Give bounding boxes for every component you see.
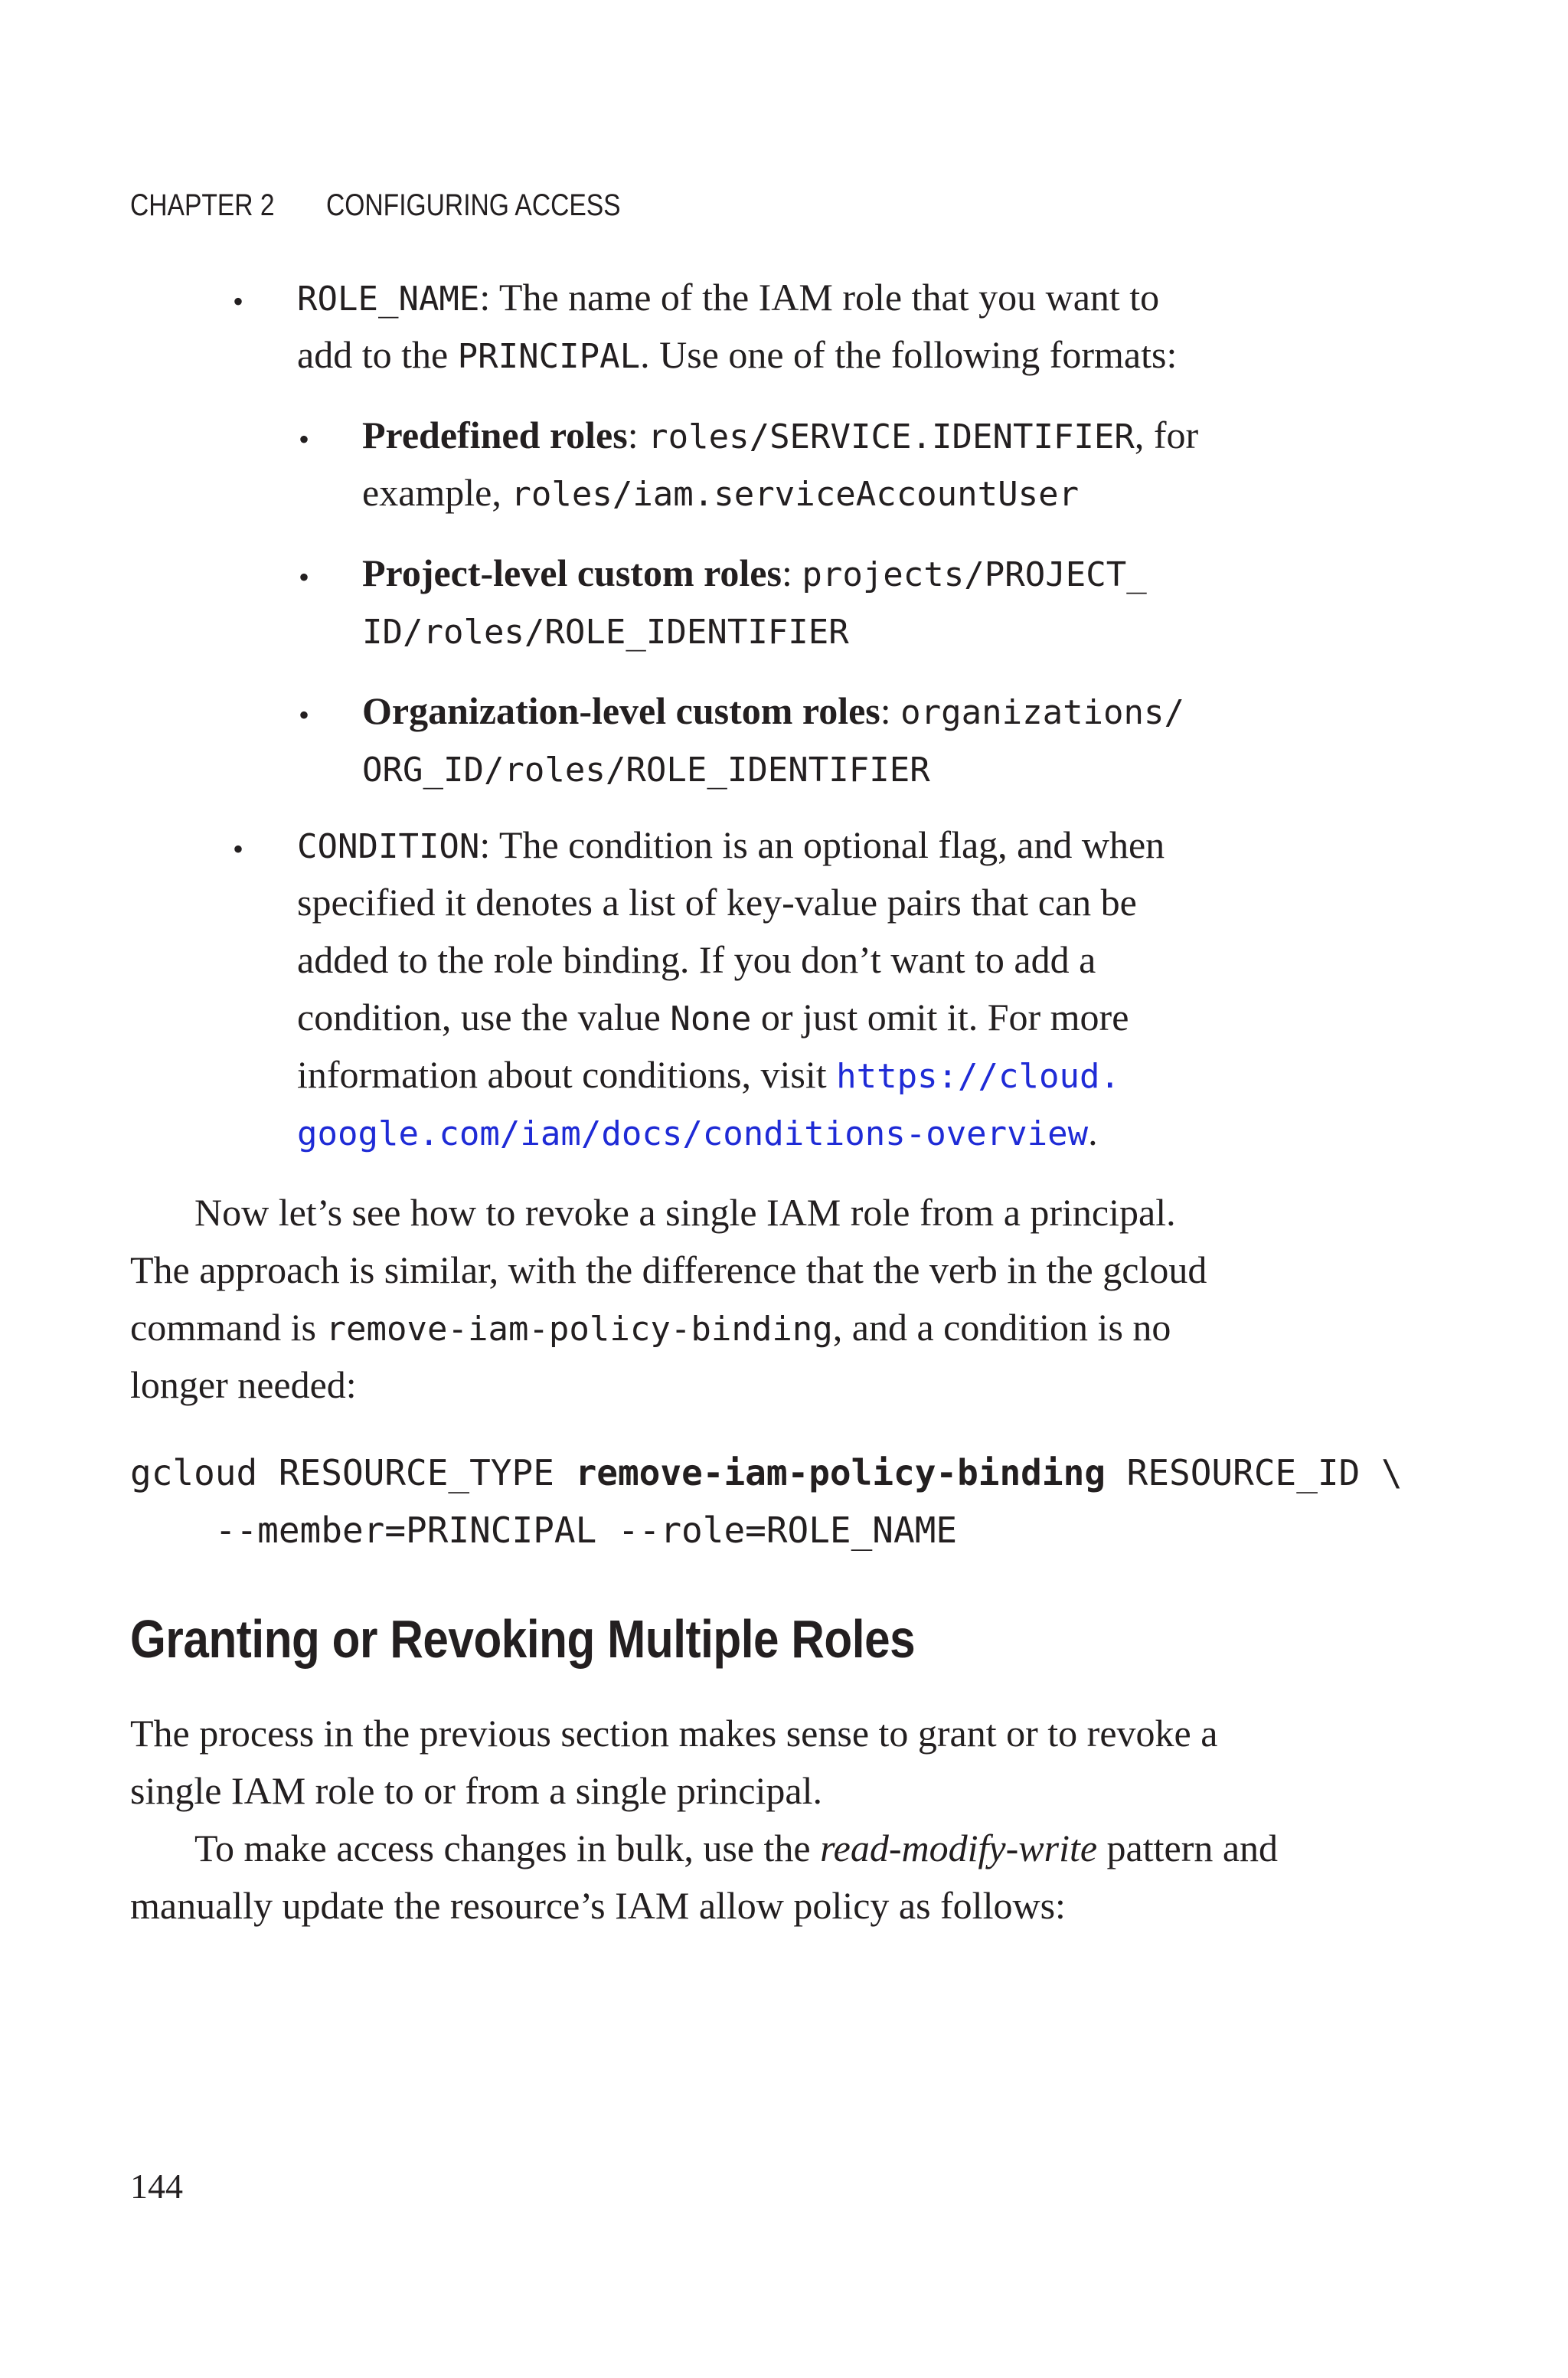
code-line-1: gcloud RESOURCE_TYPE remove-iam-policy-binding RESOURCE_ID \ (130, 1452, 1403, 1493)
predefined-line-2: example, roles/iam.serviceAccountUser (362, 471, 1080, 514)
para2-line-2: single IAM role to or from a single principal. (130, 1769, 822, 1812)
condition-line-3: added to the role binding. If you don’t want to add a (297, 938, 1096, 981)
organization-line-2 (362, 740, 930, 799)
condition-line-2: specified it denotes a list of key-value pairs that can be (297, 881, 1137, 924)
para2-line-1: The process in the previous section makes sense to grant or to revoke a (130, 1712, 1218, 1755)
code-line-2: --member=PRINCIPAL --role=ROLE_NAME (130, 1510, 958, 1551)
para1-line-1: Now let’s see how to revoke a single IAM role from a principal. (194, 1191, 1176, 1234)
project-line-1: Project-level custom roles: projects/PROJECT_ (362, 551, 1147, 594)
condition-line-1: CONDITION: The condition is an optional flag, and when (297, 823, 1165, 866)
section-heading: Granting or Revoking Multiple Roles (130, 1609, 916, 1669)
remove-binding-code: remove-iam-policy-binding (325, 1310, 833, 1349)
condition-line-4: condition, use the value None or just omit it. For more (297, 996, 1129, 1039)
para3-line-1: To make access changes in bulk, use the read-modify-write pattern and (194, 1827, 1279, 1869)
predefined-code: roles/SERVICE.IDENTIFIER (648, 417, 1135, 456)
sub-bullet-dot: • (299, 698, 310, 732)
sub-bullet-dot: • (299, 560, 310, 594)
conditions-link[interactable]: https://cloud. (836, 1057, 1120, 1096)
role-name-line-1: ROLE_NAME: The name of the IAM role that you want to (297, 276, 1160, 319)
principal-code: PRINCIPAL (457, 337, 641, 376)
role-name-line-2: add to the PRINCIPAL. Use one of the following formats: (297, 333, 1178, 376)
para1-line-2: The approach is similar, with the difference that the verb in the gcloud (130, 1248, 1207, 1291)
code-verb: remove-iam-policy-binding (575, 1452, 1106, 1493)
predefined-example-code: roles/iam.serviceAccountUser (511, 475, 1080, 514)
para3-line-2: manually update the resource’s IAM allow policy as follows: (130, 1884, 1066, 1927)
organization-label: Organization-level custom roles (362, 689, 880, 732)
bullet-dot: • (233, 284, 244, 319)
project-label: Project-level custom roles (362, 551, 782, 594)
condition-line-6: google.com/iam/docs/conditions-overview. (297, 1110, 1098, 1153)
conditions-link-continued[interactable]: google.com/iam/docs/conditions-overview (297, 1114, 1089, 1153)
organization-line-1: Organization-level custom roles: organizations/ (362, 689, 1185, 732)
sub-bullet-dot: • (299, 422, 310, 456)
project-line-2 (362, 602, 849, 661)
para1-line-3: command is remove-iam-policy-binding, and a condition is no (130, 1306, 1171, 1349)
page-number: 144 (130, 2167, 183, 2206)
pattern-name: read-modify-write (820, 1827, 1098, 1869)
running-head (130, 188, 621, 223)
condition-term: CONDITION (297, 827, 480, 866)
project-code: ID/roles/ROLE_IDENTIFIER (362, 613, 849, 652)
none-code: None (670, 999, 752, 1039)
running-head-title: CONFIGURING ACCESS (326, 188, 621, 222)
condition-line-5: information about conditions, visit https://cloud. (297, 1053, 1120, 1096)
predefined-label: Predefined roles (362, 414, 628, 456)
para1-line-4: longer needed: (130, 1363, 357, 1406)
running-head-chapter: CHAPTER 2 (130, 188, 275, 222)
organization-code: ORG_ID/roles/ROLE_IDENTIFIER (362, 751, 930, 790)
role-name-term: ROLE_NAME (297, 280, 480, 319)
predefined-line-1: Predefined roles: roles/SERVICE.IDENTIFIER, for (362, 414, 1199, 456)
bullet-dot: • (233, 832, 244, 866)
